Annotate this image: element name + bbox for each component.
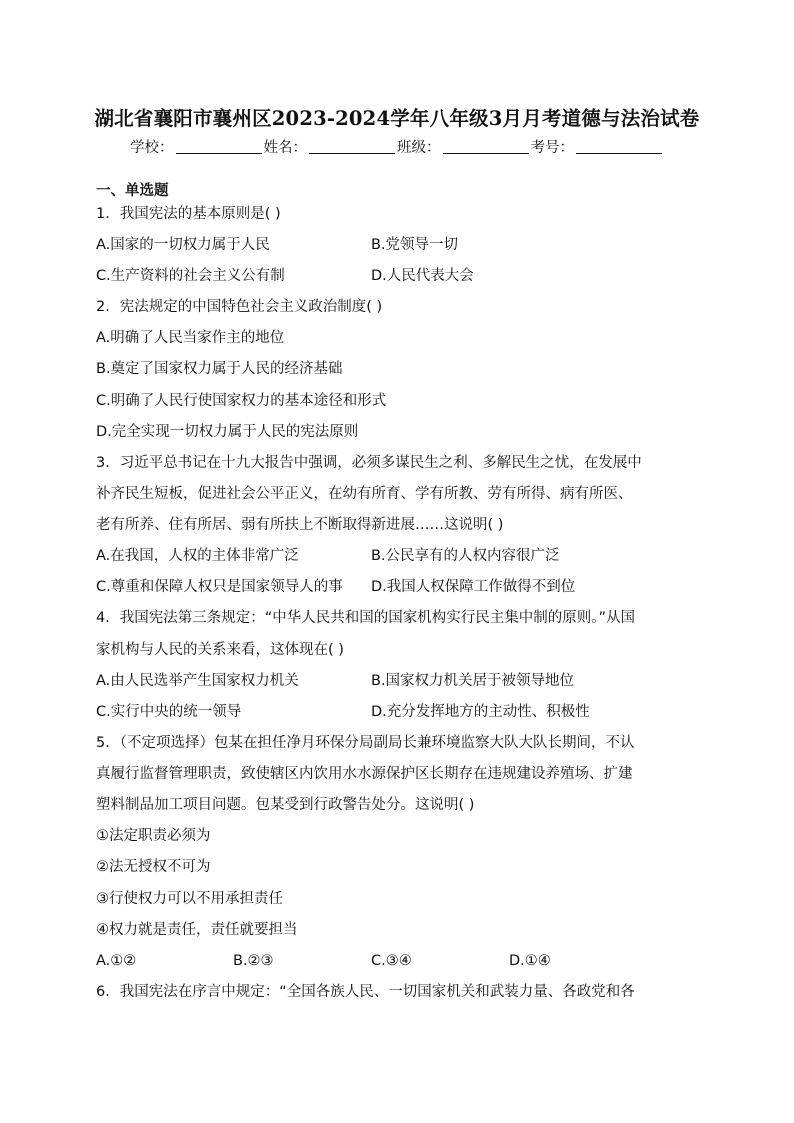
q6-stem-line1: 6．我国宪法在序言中规定：“全国各族人民、一切国家机关和武装力量、各政党和各: [96, 984, 635, 1000]
q4-stem-line2: 家机构与人民的关系来看，这体现在( ): [96, 642, 344, 658]
q5-option-c[interactable]: C.③④: [371, 953, 412, 969]
q4-option-b[interactable]: B.国家权力机关居于被领导地位: [371, 673, 575, 689]
q5-statement-2: ②法无授权不可为: [96, 859, 211, 875]
q5-statement-4: ④权力就是责任，责任就要担当: [96, 922, 298, 938]
q4-stem-line1: 4．我国宪法第三条规定：“中华人民共和国的国家机构实行民主集中制的原则。”从国: [96, 610, 635, 626]
school-blank[interactable]: [176, 138, 262, 154]
student-info-row: [0, 136, 794, 157]
section-title-single-choice: 一、单选题: [96, 183, 169, 199]
q5-option-a[interactable]: A.①②: [96, 953, 137, 969]
q3-option-c[interactable]: C.尊重和保障人权只是国家领导人的事: [96, 579, 343, 595]
q3-stem-line3: 老有所养、住有所居、弱有所扶上不断取得新进展……这说明( ): [96, 517, 504, 533]
q2-option-b[interactable]: B.奠定了国家权力属于人民的经济基础: [96, 361, 343, 377]
q2-stem: 2．宪法规定的中国特色社会主义政治制度( ): [96, 299, 383, 315]
exam-no-blank[interactable]: [576, 138, 662, 154]
exam-no-label: 考号：: [530, 140, 574, 156]
q5-stem-line1: 5．（不定项选择）包某在担任净月环保分局副局长兼环境监察大队大队长期间，不认: [96, 735, 635, 751]
school-label: 学校：: [130, 140, 174, 156]
q2-option-a[interactable]: A.明确了人民当家作主的地位: [96, 330, 285, 346]
q3-option-b[interactable]: B.公民享有的人权内容很广泛: [371, 548, 560, 564]
q3-option-d[interactable]: D.我国人权保障工作做得不到位: [371, 579, 576, 595]
name-blank[interactable]: [309, 138, 395, 154]
q2-option-c[interactable]: C.明确了人民行使国家权力的基本途径和形式: [96, 393, 387, 409]
q4-option-c[interactable]: C.实行中央的统一领导: [96, 704, 242, 720]
q5-stem-line3: 塑料制品加工项目问题。包某受到行政警告处分。这说明( ): [96, 797, 475, 813]
q2-option-d[interactable]: D.完全实现一切权力属于人民的宪法原则: [96, 424, 359, 440]
q4-option-a[interactable]: A.由人民选举产生国家权力机关: [96, 673, 299, 689]
name-label: 姓名：: [263, 140, 307, 156]
q1-option-b[interactable]: B.党领导一切: [371, 237, 459, 253]
q3-option-a[interactable]: A.在我国，人权的主体非常广泛: [96, 548, 299, 564]
q3-stem-line2: 补齐民生短板，促进社会公平正义，在幼有所育、学有所教、劳有所得、病有所医、: [96, 486, 633, 502]
q5-statement-3: ③行使权力可以不用承担责任: [96, 891, 283, 907]
q4-option-d[interactable]: D.充分发挥地方的主动性、积极性: [371, 704, 590, 720]
q3-stem-line1: 3．习近平总书记在十九大报告中强调，必须多谋民生之利、多解民生之忧，在发展中: [96, 455, 642, 471]
q5-option-b[interactable]: B.②③: [233, 953, 274, 969]
class-blank[interactable]: [443, 138, 529, 154]
exam-title: 湖北省襄阳市襄州区2023-2024学年八年级3月月考道德与法治试卷: [94, 107, 700, 130]
q5-statement-1: ①法定职责必须为: [96, 828, 211, 844]
q5-stem-line2: 真履行监督管理职责，致使辖区内饮用水水源保护区长期存在违规建设养殖场、扩建: [96, 766, 633, 782]
q1-option-c[interactable]: C.生产资料的社会主义公有制: [96, 268, 285, 284]
q1-stem: 1．我国宪法的基本原则是( ): [96, 206, 281, 222]
class-label: 班级：: [397, 140, 441, 156]
q5-option-d[interactable]: D.①④: [509, 953, 551, 969]
q1-option-d[interactable]: D.人民代表大会: [371, 268, 474, 284]
q1-option-a[interactable]: A.国家的一切权力属于人民: [96, 237, 270, 253]
